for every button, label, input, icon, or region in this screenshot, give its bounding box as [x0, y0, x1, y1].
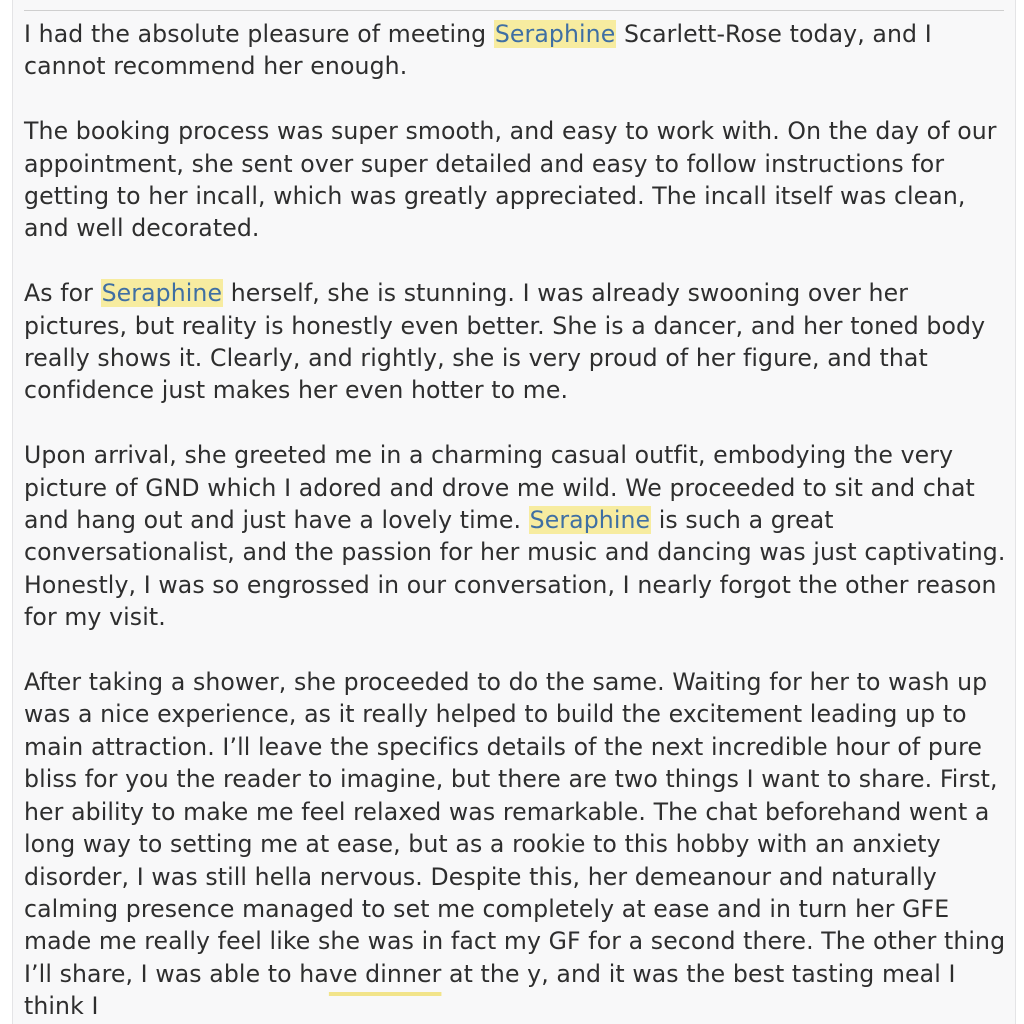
review-paragraph-1	[24, 18, 1009, 83]
highlighted-name[interactable]: Seraphine	[101, 279, 223, 308]
highlighted-name[interactable]: Seraphine	[494, 20, 616, 48]
review-title-cutoff	[24, 0, 1004, 8]
paragraph-text: Scarlett-Rose today, and I cannot recommend her enough.	[24, 20, 932, 81]
title-divider	[24, 10, 1004, 11]
review-paragraph-3	[24, 277, 1009, 407]
review-paragraph-4	[24, 439, 1009, 633]
paragraph-text: Upon arrival, she greeted me in a charming casual outfit, embodying the very picture of GND which I adored and drove me wild. We proceeded to sit and chat and hang out and just have a lovely time.	[24, 441, 975, 535]
underlined-link-text[interactable]: ve dinner	[328, 959, 442, 988]
review-body	[24, 18, 1009, 1024]
paragraph-text: I had the absolute pleasure of meeting	[24, 20, 494, 48]
review-paragraph-5	[24, 666, 1009, 1022]
review-paragraph-2: The booking process was super smooth, and easy to work with. On the day of our appointment, she sent over super detailed and easy to follow instructions for getting to her incall, which was greatly appreciated. The incall itself was clean, and well decorated.	[24, 117, 997, 243]
paragraph-text: herself, she is stunning. I was already swooning over her pictures, but reality is honestly even better. She is a dancer, and her toned body really shows it. Clearly, and rightly, she is very proud of her figure, and that confidence just makes her even hotter to me.	[24, 279, 986, 405]
highlighted-name[interactable]: Seraphine	[529, 506, 651, 535]
paragraph-text: As for	[24, 279, 101, 308]
paragraph-text: is such a great conversationalist, and the passion for her music and dancing was just captivating. Honestly, I was so engrossed in our conversation, I nearly forgot the other reason for my visit.	[24, 506, 1006, 632]
paragraph-text: After taking a shower, she proceeded to do the same. Waiting for her to wash up was a nice experience, as it really helped to build the excitement leading up to main attraction. I’ll leave the specifics details of the next incredible hour of pure bliss for you the reader to imagine, but there are two things I want to share. First, her ability to make me feel relaxed was remarkable. The chat beforehand went a long way to setting me at ease, but as a rookie to this hobby with an anxiety disorder, I was still hella nervous. Despite this, her demeanour and naturally calming presence managed to set me completely at ease and in turn her GFE made me really feel like she was in fact my GF for a second there. The other thing I’ll share, I was able to ha	[24, 668, 1006, 988]
paragraph-text: at the y, and it was the best tasting meal I think I	[24, 959, 956, 1021]
